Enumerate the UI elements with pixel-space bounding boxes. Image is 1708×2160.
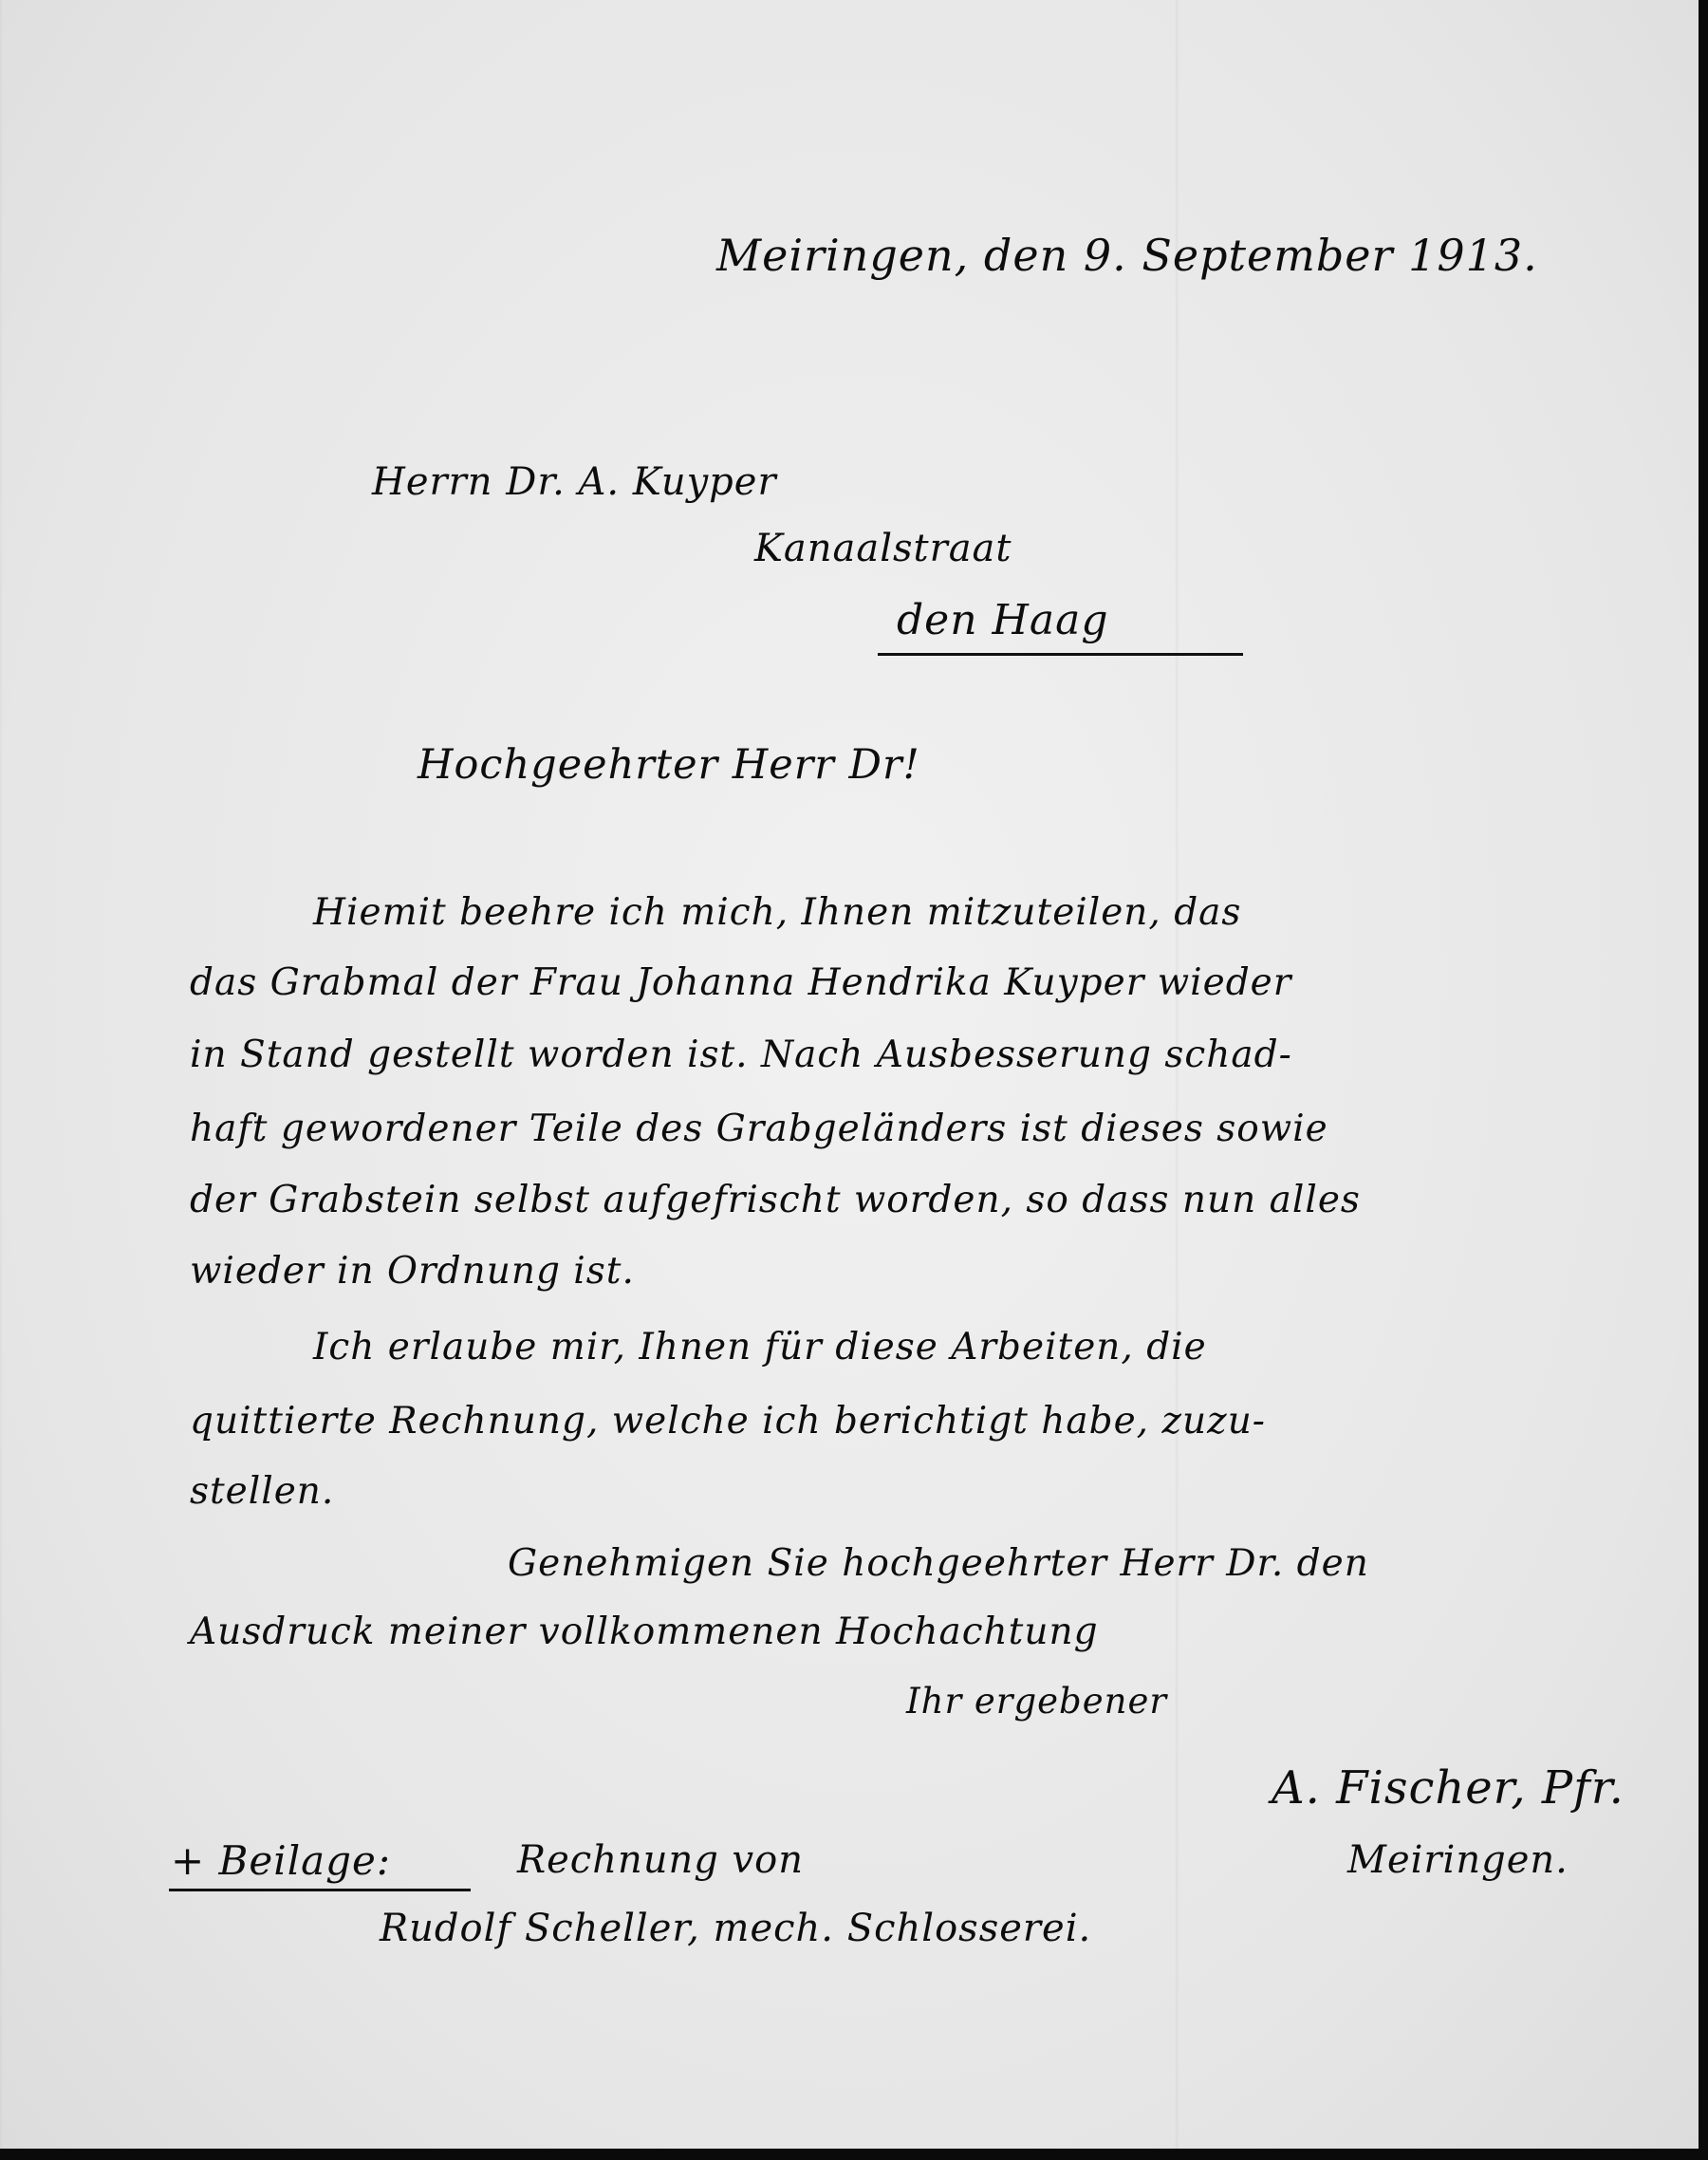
signature-place: Meiringen. bbox=[1347, 1838, 1569, 1882]
recipient-street: Kanaalstraat bbox=[754, 527, 1012, 570]
recipient-city: den Haag bbox=[897, 596, 1109, 644]
body-line: haft gewordener Teile des Grabgeländers ist dieses sowie bbox=[190, 1108, 1328, 1150]
enclosure-label: + Beilage: bbox=[171, 1837, 392, 1884]
letter-date: Meiringen, den 9. September 1913. bbox=[716, 230, 1538, 281]
scan-border-bottom bbox=[0, 2149, 1708, 2160]
body-line: Hiemit beehre ich mich, Ihnen mitzuteilen, das bbox=[313, 891, 1242, 934]
recipient-name: Herrn Dr. A. Kuyper bbox=[372, 460, 777, 504]
scan-border-right bbox=[1699, 0, 1708, 2160]
body-line: in Stand gestellt worden ist. Nach Ausbesserung schad- bbox=[190, 1033, 1292, 1076]
address-underline bbox=[878, 653, 1243, 656]
closing: Ihr ergebener bbox=[906, 1681, 1168, 1722]
body-line: wieder in Ordnung ist. bbox=[190, 1250, 635, 1293]
body-line: das Grabmal der Frau Johanna Hendrika Kuyper wieder bbox=[190, 961, 1292, 1004]
enclosure-text: Rechnung von bbox=[517, 1838, 804, 1882]
body-line: der Grabstein selbst aufgefrischt worden, so dass nun alles bbox=[190, 1179, 1361, 1221]
enclosure-text-line2: Rudolf Scheller, mech. Schlosserei. bbox=[380, 1907, 1092, 1950]
enclosure-underline bbox=[169, 1889, 471, 1891]
body-line: Ich erlaube mir, Ihnen für diese Arbeiten, die bbox=[313, 1326, 1207, 1369]
body-line: Genehmigen Sie hochgeehrter Herr Dr. den bbox=[508, 1542, 1369, 1585]
signature: A. Fischer, Pfr. bbox=[1272, 1761, 1624, 1815]
body-line: Ausdruck meiner vollkommenen Hochachtung bbox=[190, 1611, 1099, 1653]
salutation: Hochgeehrter Herr Dr! bbox=[418, 741, 920, 789]
body-line: quittierte Rechnung, welche ich berichtigt habe, zuzu- bbox=[190, 1400, 1266, 1443]
body-line: stellen. bbox=[190, 1470, 335, 1513]
